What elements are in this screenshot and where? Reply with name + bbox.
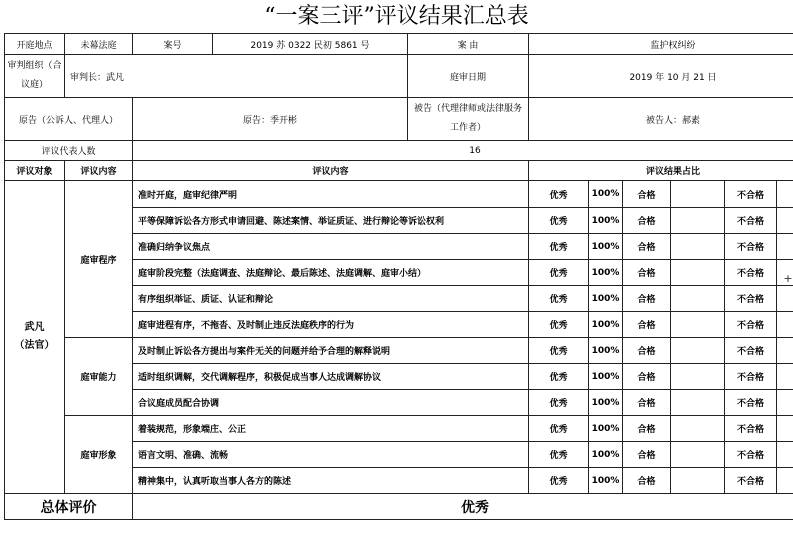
percent-cell: 100% [589, 416, 623, 442]
percent-cell: 100% [589, 338, 623, 364]
grade-cell: 优秀 [529, 416, 589, 442]
target-role: （法官） [14, 340, 55, 351]
percent-cell: 100% [589, 390, 623, 416]
empty-cell [671, 416, 725, 442]
column-header-row [5, 161, 793, 181]
plaintiff-label: 原告（公诉人、代理人） [5, 98, 133, 141]
percent-cell: 100% [589, 260, 623, 286]
grade-cell: 优秀 [529, 364, 589, 390]
empty-cell [671, 208, 725, 234]
defendant-value: 被告人：郝素 [529, 98, 793, 141]
fail-cell: 不合格 [725, 260, 777, 286]
percent-cell: 100% [589, 208, 623, 234]
grade-cell: 优秀 [529, 260, 589, 286]
fail-cell: 不合格 [725, 181, 777, 208]
empty-cell [671, 338, 725, 364]
fail-cell: 不合格 [725, 442, 777, 468]
cause-value: 监护权纠纷 [529, 34, 793, 55]
fail-cell: 不合格 [725, 468, 777, 494]
criterion-text: 着装规范，形象端庄、公正 [133, 416, 529, 442]
criterion-text: 准时开庭，庭审纪律严明 [133, 181, 529, 208]
pass-cell: 合格 [623, 390, 671, 416]
pass-cell: 合格 [623, 286, 671, 312]
date-label: 庭审日期 [408, 55, 529, 98]
percent-cell: 100% [589, 312, 623, 338]
empty-cell [777, 390, 793, 416]
header-row-venue [5, 34, 793, 55]
fail-cell: 不合格 [725, 364, 777, 390]
table-row [5, 181, 793, 208]
pass-cell: 合格 [623, 234, 671, 260]
empty-cell [777, 181, 793, 208]
pass-cell: 合格 [623, 181, 671, 208]
overall-row [5, 494, 793, 520]
empty-cell [777, 312, 793, 338]
criterion-text: 及时制止诉讼各方提出与案件无关的问题并给予合理的解释说明 [133, 338, 529, 364]
target-name: 武凡 [24, 322, 45, 333]
grade-cell: 优秀 [529, 390, 589, 416]
pass-cell: 合格 [623, 416, 671, 442]
fail-cell: 不合格 [725, 312, 777, 338]
criterion-text: 平等保障诉讼各方形式申请回避、陈述案情、举证质证、进行辩论等诉讼权利 [133, 208, 529, 234]
venue-value: 未幕法庭 [65, 34, 133, 55]
col-results: 评议结果占比 [529, 161, 793, 181]
cause-label: 案 由 [408, 34, 529, 55]
overall-label: 总体评价 [5, 494, 133, 520]
empty-cell [777, 442, 793, 468]
fail-cell: 不合格 [725, 208, 777, 234]
group-name: 庭审能力 [65, 338, 133, 416]
empty-cell [777, 416, 793, 442]
reviewers-value: 16 [133, 141, 793, 161]
pass-cell: 合格 [623, 338, 671, 364]
pass-cell: 合格 [623, 442, 671, 468]
grade-cell: 优秀 [529, 234, 589, 260]
empty-cell [671, 234, 725, 260]
pass-cell: 合格 [623, 312, 671, 338]
criterion-text: 合议庭成员配合协调 [133, 390, 529, 416]
case-no-value: 2019 苏 0322 民初 5861 号 [213, 34, 408, 55]
scroll-marker-icon: + [783, 272, 793, 285]
fail-cell: 不合格 [725, 286, 777, 312]
col-target: 评议对象 [5, 161, 65, 181]
empty-cell [671, 312, 725, 338]
percent-cell: 100% [589, 286, 623, 312]
empty-cell [671, 390, 725, 416]
overall-value: 优秀 [133, 494, 793, 520]
percent-cell: 100% [589, 181, 623, 208]
group-name: 庭审程序 [65, 181, 133, 338]
percent-cell: 100% [589, 234, 623, 260]
pass-cell: 合格 [623, 364, 671, 390]
plaintiff-value: 原告：季开彬 [133, 98, 408, 141]
empty-cell [671, 468, 725, 494]
empty-cell [671, 364, 725, 390]
percent-cell: 100% [589, 364, 623, 390]
pass-cell: 合格 [623, 260, 671, 286]
col-content-category: 评议内容 [65, 161, 133, 181]
criterion-text: 庭审进程有序，不拖沓、及时制止违反法庭秩序的行为 [133, 312, 529, 338]
empty-cell [777, 364, 793, 390]
empty-cell [777, 468, 793, 494]
page-title: “一案三评”评议结果汇总表 [264, 4, 529, 29]
empty-cell [777, 286, 793, 312]
criterion-text: 庭审阶段完整（法庭调查、法庭辩论、最后陈述、法庭调解、庭审小结） [133, 260, 529, 286]
grade-cell: 优秀 [529, 208, 589, 234]
fail-cell: 不合格 [725, 416, 777, 442]
empty-cell [777, 234, 793, 260]
table-row [5, 338, 793, 364]
header-row-reviewers [5, 141, 793, 161]
pass-cell: 合格 [623, 208, 671, 234]
criterion-text: 准确归纳争议焦点 [133, 234, 529, 260]
criterion-text: 语言文明、准确、流畅 [133, 442, 529, 468]
case-no-label: 案号 [133, 34, 213, 55]
grade-cell: 优秀 [529, 181, 589, 208]
reviewers-label: 评议代表人数 [5, 141, 133, 161]
venue-label: 开庭地点 [5, 34, 65, 55]
grade-cell: 优秀 [529, 286, 589, 312]
header-row-org [5, 55, 793, 98]
summary-table [4, 33, 793, 520]
fail-cell: 不合格 [725, 234, 777, 260]
target-cell [5, 181, 65, 494]
empty-cell [777, 208, 793, 234]
grade-cell: 优秀 [529, 442, 589, 468]
criterion-text: 精神集中，认真听取当事人各方的陈述 [133, 468, 529, 494]
criterion-text: 适时组织调解，交代调解程序，积极促成当事人达成调解协议 [133, 364, 529, 390]
percent-cell: 100% [589, 468, 623, 494]
org-label: 审判组织（合议庭） [5, 55, 65, 98]
group-name: 庭审形象 [65, 416, 133, 494]
empty-cell [671, 181, 725, 208]
empty-cell [671, 260, 725, 286]
fail-cell: 不合格 [725, 390, 777, 416]
table-row [5, 416, 793, 442]
defendant-label: 被告（代理律师或法律服务工作者） [408, 98, 529, 141]
grade-cell: 优秀 [529, 338, 589, 364]
percent-cell: 100% [589, 442, 623, 468]
fail-cell: 不合格 [725, 338, 777, 364]
grade-cell: 优秀 [529, 312, 589, 338]
date-value: 2019 年 10 月 21 日 [529, 55, 793, 98]
empty-cell [777, 338, 793, 364]
header-row-parties [5, 98, 793, 141]
empty-cell [671, 442, 725, 468]
pass-cell: 合格 [623, 468, 671, 494]
org-value: 审判长：武凡 [65, 55, 408, 98]
criterion-text: 有序组织举证、质证、认证和辩论 [133, 286, 529, 312]
grade-cell: 优秀 [529, 468, 589, 494]
col-content: 评议内容 [133, 161, 529, 181]
empty-cell [671, 286, 725, 312]
